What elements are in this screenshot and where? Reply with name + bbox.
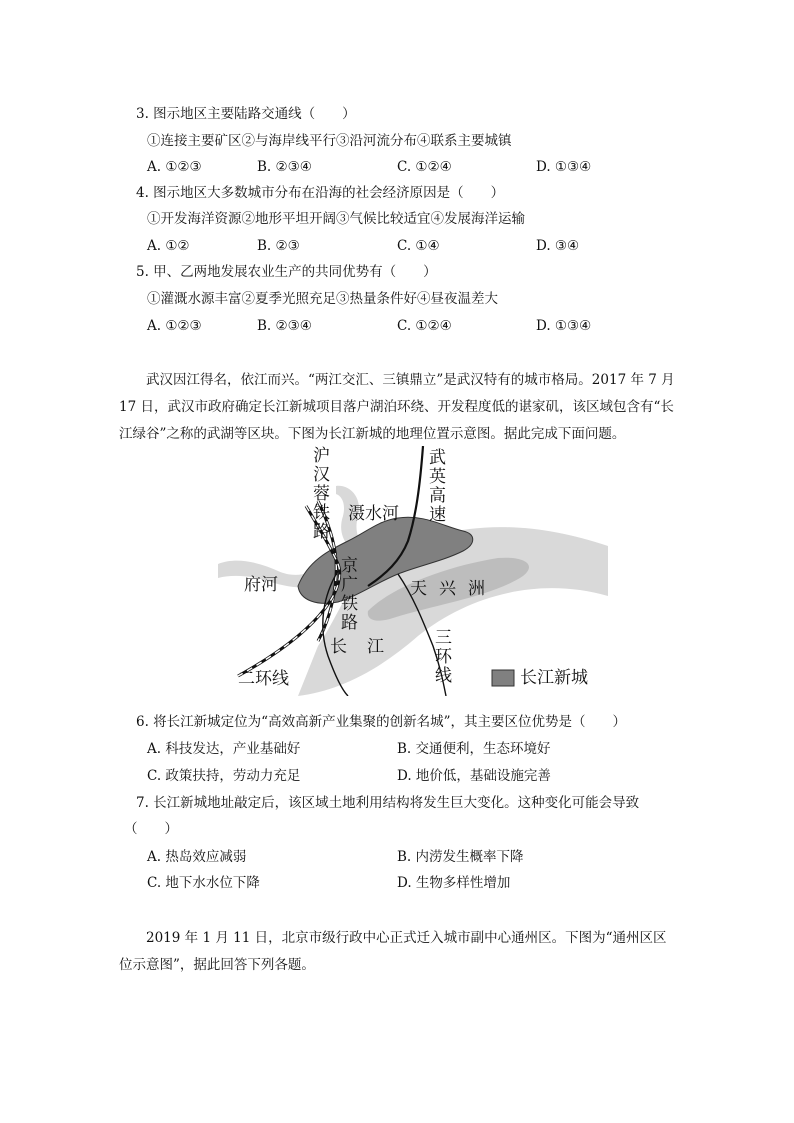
q5-option-b: B. ②③④	[257, 318, 312, 334]
label-wuying-expressway: 武英高速	[425, 448, 445, 524]
q7-option-a: A. 热岛效应减弱	[147, 849, 247, 865]
q3-option-a: A. ①②③	[147, 159, 202, 175]
tongzhou-intro-paragraph: 2019 年 1 月 11 日，北京市级行政中心正式迁入城市副中心通州区。下图为“通州区区位示意图”，据此回答下列各题。	[119, 930, 667, 973]
q4-option-c: C. ①④	[397, 238, 440, 254]
q5-items: ①灌溉水源丰富②夏季光照充足③热量条件好④昼夜温差大	[147, 291, 498, 307]
q3-items: ①连接主要矿区②与海岸线平行③沿河流分布④联系主要城镇	[147, 133, 512, 149]
q7-stem-cont: （ ）	[124, 821, 178, 837]
q6-option-d: D. 地价低，基础设施完善	[397, 768, 551, 784]
q6-option-b: B. 交通便利，生态环境好	[397, 741, 551, 757]
q4-items: ①开发海洋资源②地形平坦开阔③气候比较适宜④发展海洋运输	[147, 211, 525, 227]
q7-option-c: C. 地下水水位下降	[147, 875, 260, 891]
label-second-ring-road: 二环线	[238, 669, 289, 689]
label-changjiang: 长江	[330, 637, 404, 657]
q4-option-d: D. ③④	[536, 238, 580, 254]
q4-option-b: B. ②③	[257, 238, 300, 254]
q5-option-a: A. ①②③	[147, 318, 202, 334]
q4-option-a: A. ①②	[147, 238, 190, 254]
label-third-ring-road: 三环线	[431, 628, 451, 685]
label-huhanrong-railway: 沪汉蓉铁路	[309, 446, 329, 541]
label-tianxingzhou: 天兴洲	[410, 579, 497, 599]
q5-stem: 5. 甲、乙两地发展农业生产的共同优势有（ ）	[136, 264, 437, 280]
q3-stem: 3. 图示地区主要陆路交通线（ ）	[136, 106, 356, 122]
q6-stem: 6. 将长江新城定位为“高效高新产业集聚的创新名城”，其主要区位优势是（ ）	[136, 714, 626, 730]
changjiang-new-city-map	[218, 446, 608, 696]
q5-option-d: D. ①③④	[536, 318, 592, 334]
q3-option-c: C. ①②④	[397, 159, 452, 175]
q3-option-b: B. ②③④	[257, 159, 312, 175]
q6-option-c: C. 政策扶持，劳动力充足	[147, 768, 301, 784]
q3-option-d: D. ①③④	[536, 159, 592, 175]
label-sheshui-river: 滠水河	[348, 504, 399, 524]
q7-stem: 7. 长江新城地址敲定后，该区域土地利用结构将发生巨大变化。这种变化可能会导致	[136, 795, 640, 811]
map-svg	[218, 446, 608, 696]
legend-label: 长江新城	[520, 668, 588, 688]
q5-option-c: C. ①②④	[397, 318, 452, 334]
legend-swatch	[492, 670, 514, 686]
q7-option-b: B. 内涝发生概率下降	[397, 849, 524, 865]
q6-option-a: A. 科技发达，产业基础好	[147, 741, 301, 757]
label-jingguang-railway: 京广铁路	[337, 556, 357, 632]
q7-option-d: D. 生物多样性增加	[397, 875, 511, 891]
wuhan-intro-paragraph: 武汉因江得名，依江而兴。“两江交汇、三镇鼎立”是武汉特有的城市格局。2017 年 7 月 17 日，武汉市政府确定长江新城项目落户湖泊环绕、开发程度低的谌家矶，该区域包含有“长江绿谷”之称的武湖等区块。下图为长江新城的地理位置示意图。据此完成下面问题。	[119, 372, 675, 442]
q4-stem: 4. 图示地区大多数城市分布在沿海的社会经济原因是（ ）	[136, 185, 505, 201]
label-fu-river: 府河	[244, 575, 278, 595]
